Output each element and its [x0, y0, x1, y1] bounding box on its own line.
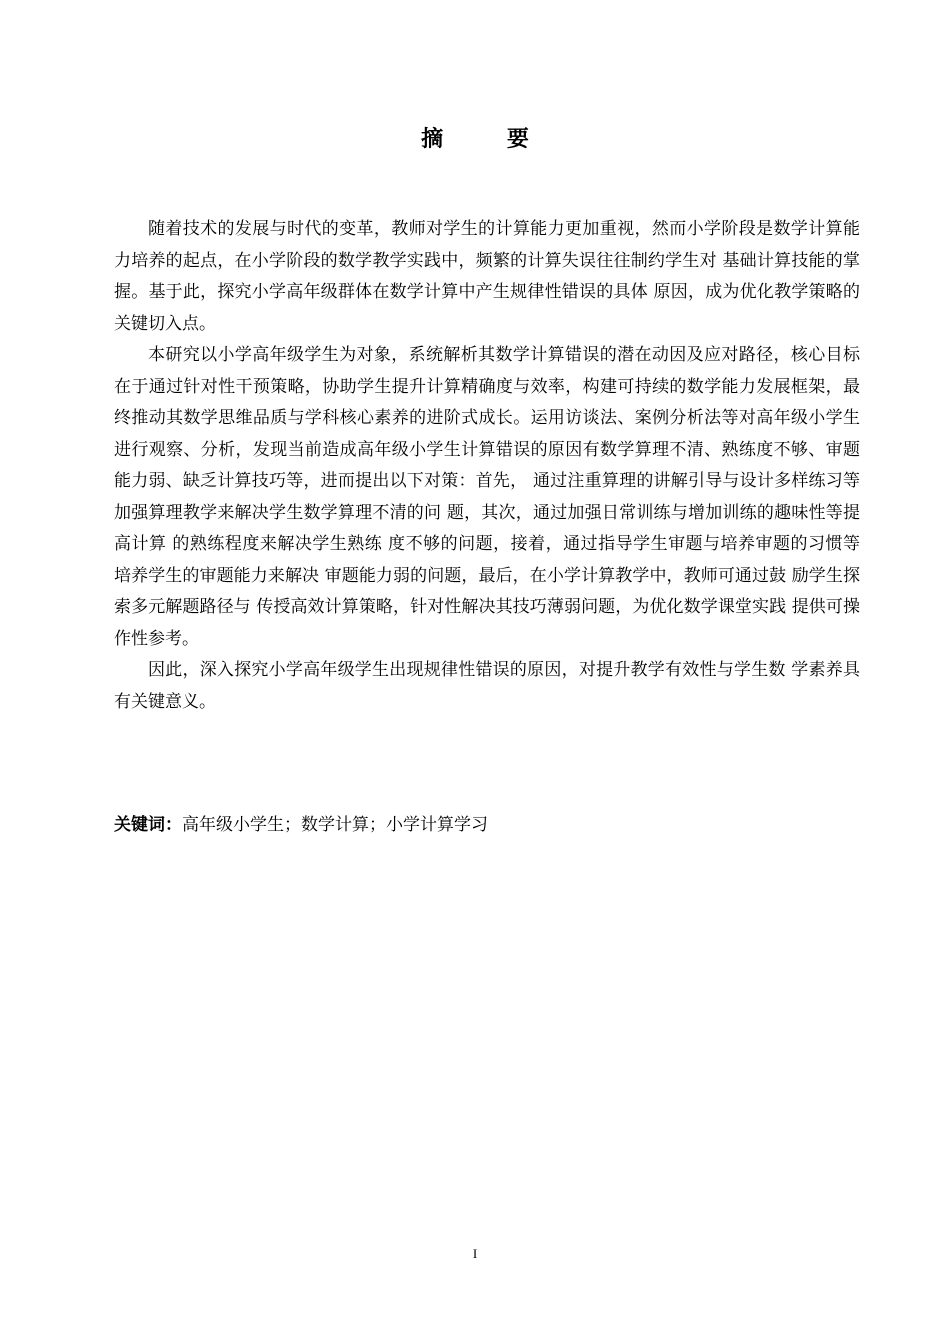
keywords-line [114, 811, 860, 839]
keywords-value: 高年级小学生；数学计算；小学计算学习 [182, 815, 488, 835]
keywords-label: 关键词： [114, 815, 182, 835]
abstract-paragraph-1: 随着技术的发展与时代的变革，教师对学生的计算能力更加重视，然而小学阶段是数学计算能力培养的起点，在小学阶段的数学教学实践中，频繁的计算失误往往制约学生对 基础计算技能的掌握。基于此，探究小学高年级群体在数学计算中产生规律性错误的具体 原因，成为优化教学策略的关键切入点。 [114, 219, 860, 334]
page-title: 摘 要 [421, 126, 557, 152]
abstract-body [114, 214, 860, 718]
abstract-paragraph-3: 因此，深入探究小学高年级学生出现规律性错误的原因，对提升教学有效性与学生数 学素养具有关键意义。 [114, 660, 860, 712]
abstract-paragraph-2: 本研究以小学高年级学生为对象，系统解析其数学计算错误的潜在动因及应对路径，核心目标在于通过针对性干预策略，协助学生提升计算精确度与效率，构建可持续的数学能力发展框架，最终推动其数学思维品质与学科核心素养的进阶式成长。运用访谈法、案例分析法等对高年级小学生进行观察、分析，发现当前造成高年级小学生计算错误的原因有数学算理不清、熟练度不够、审题能力弱、缺乏计算技巧等，进而提出以下对策：首先， 通过注重算理的讲解引导与设计多样练习等加强算理教学来解决学生数学算理不清的问 题，其次，通过加强日常训练与增加训练的趣味性等提高计算 的熟练程度来解决学生熟练 度不够的问题，接着，通过指导学生审题与培养审题的习惯等 培养学生的审题能力来解决 审题能力弱的问题，最后，在小学计算教学中，教师可通过鼓 励学生探索多元解题路径与 传授高效计算策略，针对性解决其技巧薄弱问题，为优化数学课堂实践 提供可操作性参考。 [114, 345, 860, 649]
page-number: I [472, 1246, 478, 1261]
